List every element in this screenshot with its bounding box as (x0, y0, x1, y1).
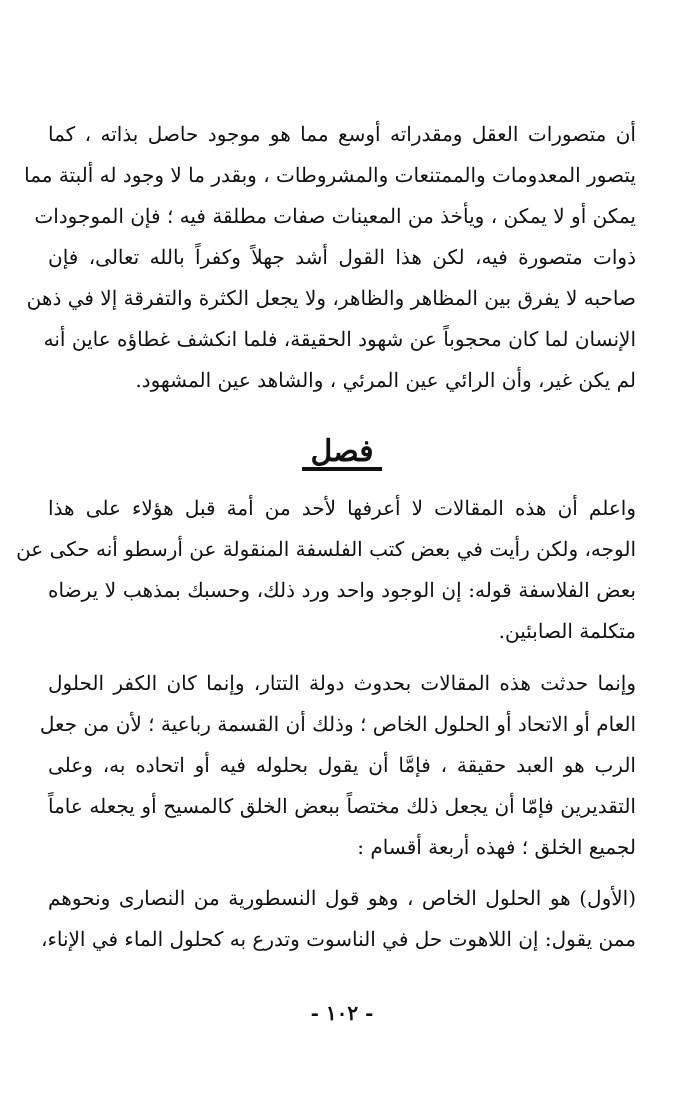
page-number: - ١٠٢ - (310, 1001, 374, 1025)
text-line: صاحبه لا يفرق بين المظاهر والظاهر، ولا يجعل الكثرة والتفرقة إلا في ذهن (26, 286, 636, 310)
text-line: الوجه، ولكن رأيت في بعض كتب الفلسفة المنقولة عن أرسطو أنه حكى عن (16, 537, 636, 561)
text-line: الإنسان لما كان محجوباً عن شهود الحقيقة، فلما انكشف غطاؤه عاين أنه (43, 327, 636, 351)
text-line: لجميع الخلق ؛ فهذه أربعة أقسام : (357, 835, 636, 859)
section-heading-text: فصل (302, 437, 381, 471)
text-line: متكلمة الصابئين. (498, 619, 636, 643)
text-line: أن متصورات العقل ومقدراته أوسع مما هو موجود حاصل بذاته ، كما (48, 122, 636, 146)
text-line: بعض الفلاسفة قوله: إن الوجود واحد ورد ذلك، وحسبك بمذهب لا يرضاه (48, 578, 636, 602)
text-line: ذوات متصورة فيه، لكن هذا القول أشد جهلاً وكفراً بالله تعالى، فإن (48, 245, 636, 269)
text-line: الرب هو العبد حقيقة ، فإمَّا أن يقول بحلوله فيه أو اتحاده به، وعلى (48, 753, 636, 777)
text-line: يتصور المعدومات والممتنعات والمشروطات ، وبقدر ما لا وجود له ألبتة مما (24, 163, 636, 187)
text-line: يمكن أو لا يمكن ، ويأخذ من المعينات صفات مطلقة فيه ؛ فإن الموجودات (34, 204, 636, 228)
section-heading (0, 432, 684, 472)
text-line: واعلم أن هذه المقالات لا أعرفها لأحد من أمة قبل هؤلاء على هذا (48, 496, 636, 520)
text-line: التقديرين فإمّا أن يجعل ذلك مختصاً ببعض الخلق كالمسيح أو يجعله عاماً (48, 794, 636, 818)
text-line: العام أو الاتحاد أو الحلول الخاص ؛ وذلك أن القسمة رباعية ؛ لأن من جعل (39, 712, 636, 736)
text-line: وإنما حدثت هذه المقالات بحدوث دولة التتار، وإنما كان الكفر الحلول (48, 671, 636, 695)
text-line: لم يكن غير، وأن الرائي عين المرئي ، والشاهد عين المشهود. (135, 368, 636, 392)
text-line: ممن يقول: إن اللاهوت حل في الناسوت وتدرع به كحلول الماء في الإناء، (41, 927, 636, 951)
text-line: (الأول) هو الحلول الخاص ، وهو قول النسطورية من النصارى ونحوهم (48, 886, 636, 910)
